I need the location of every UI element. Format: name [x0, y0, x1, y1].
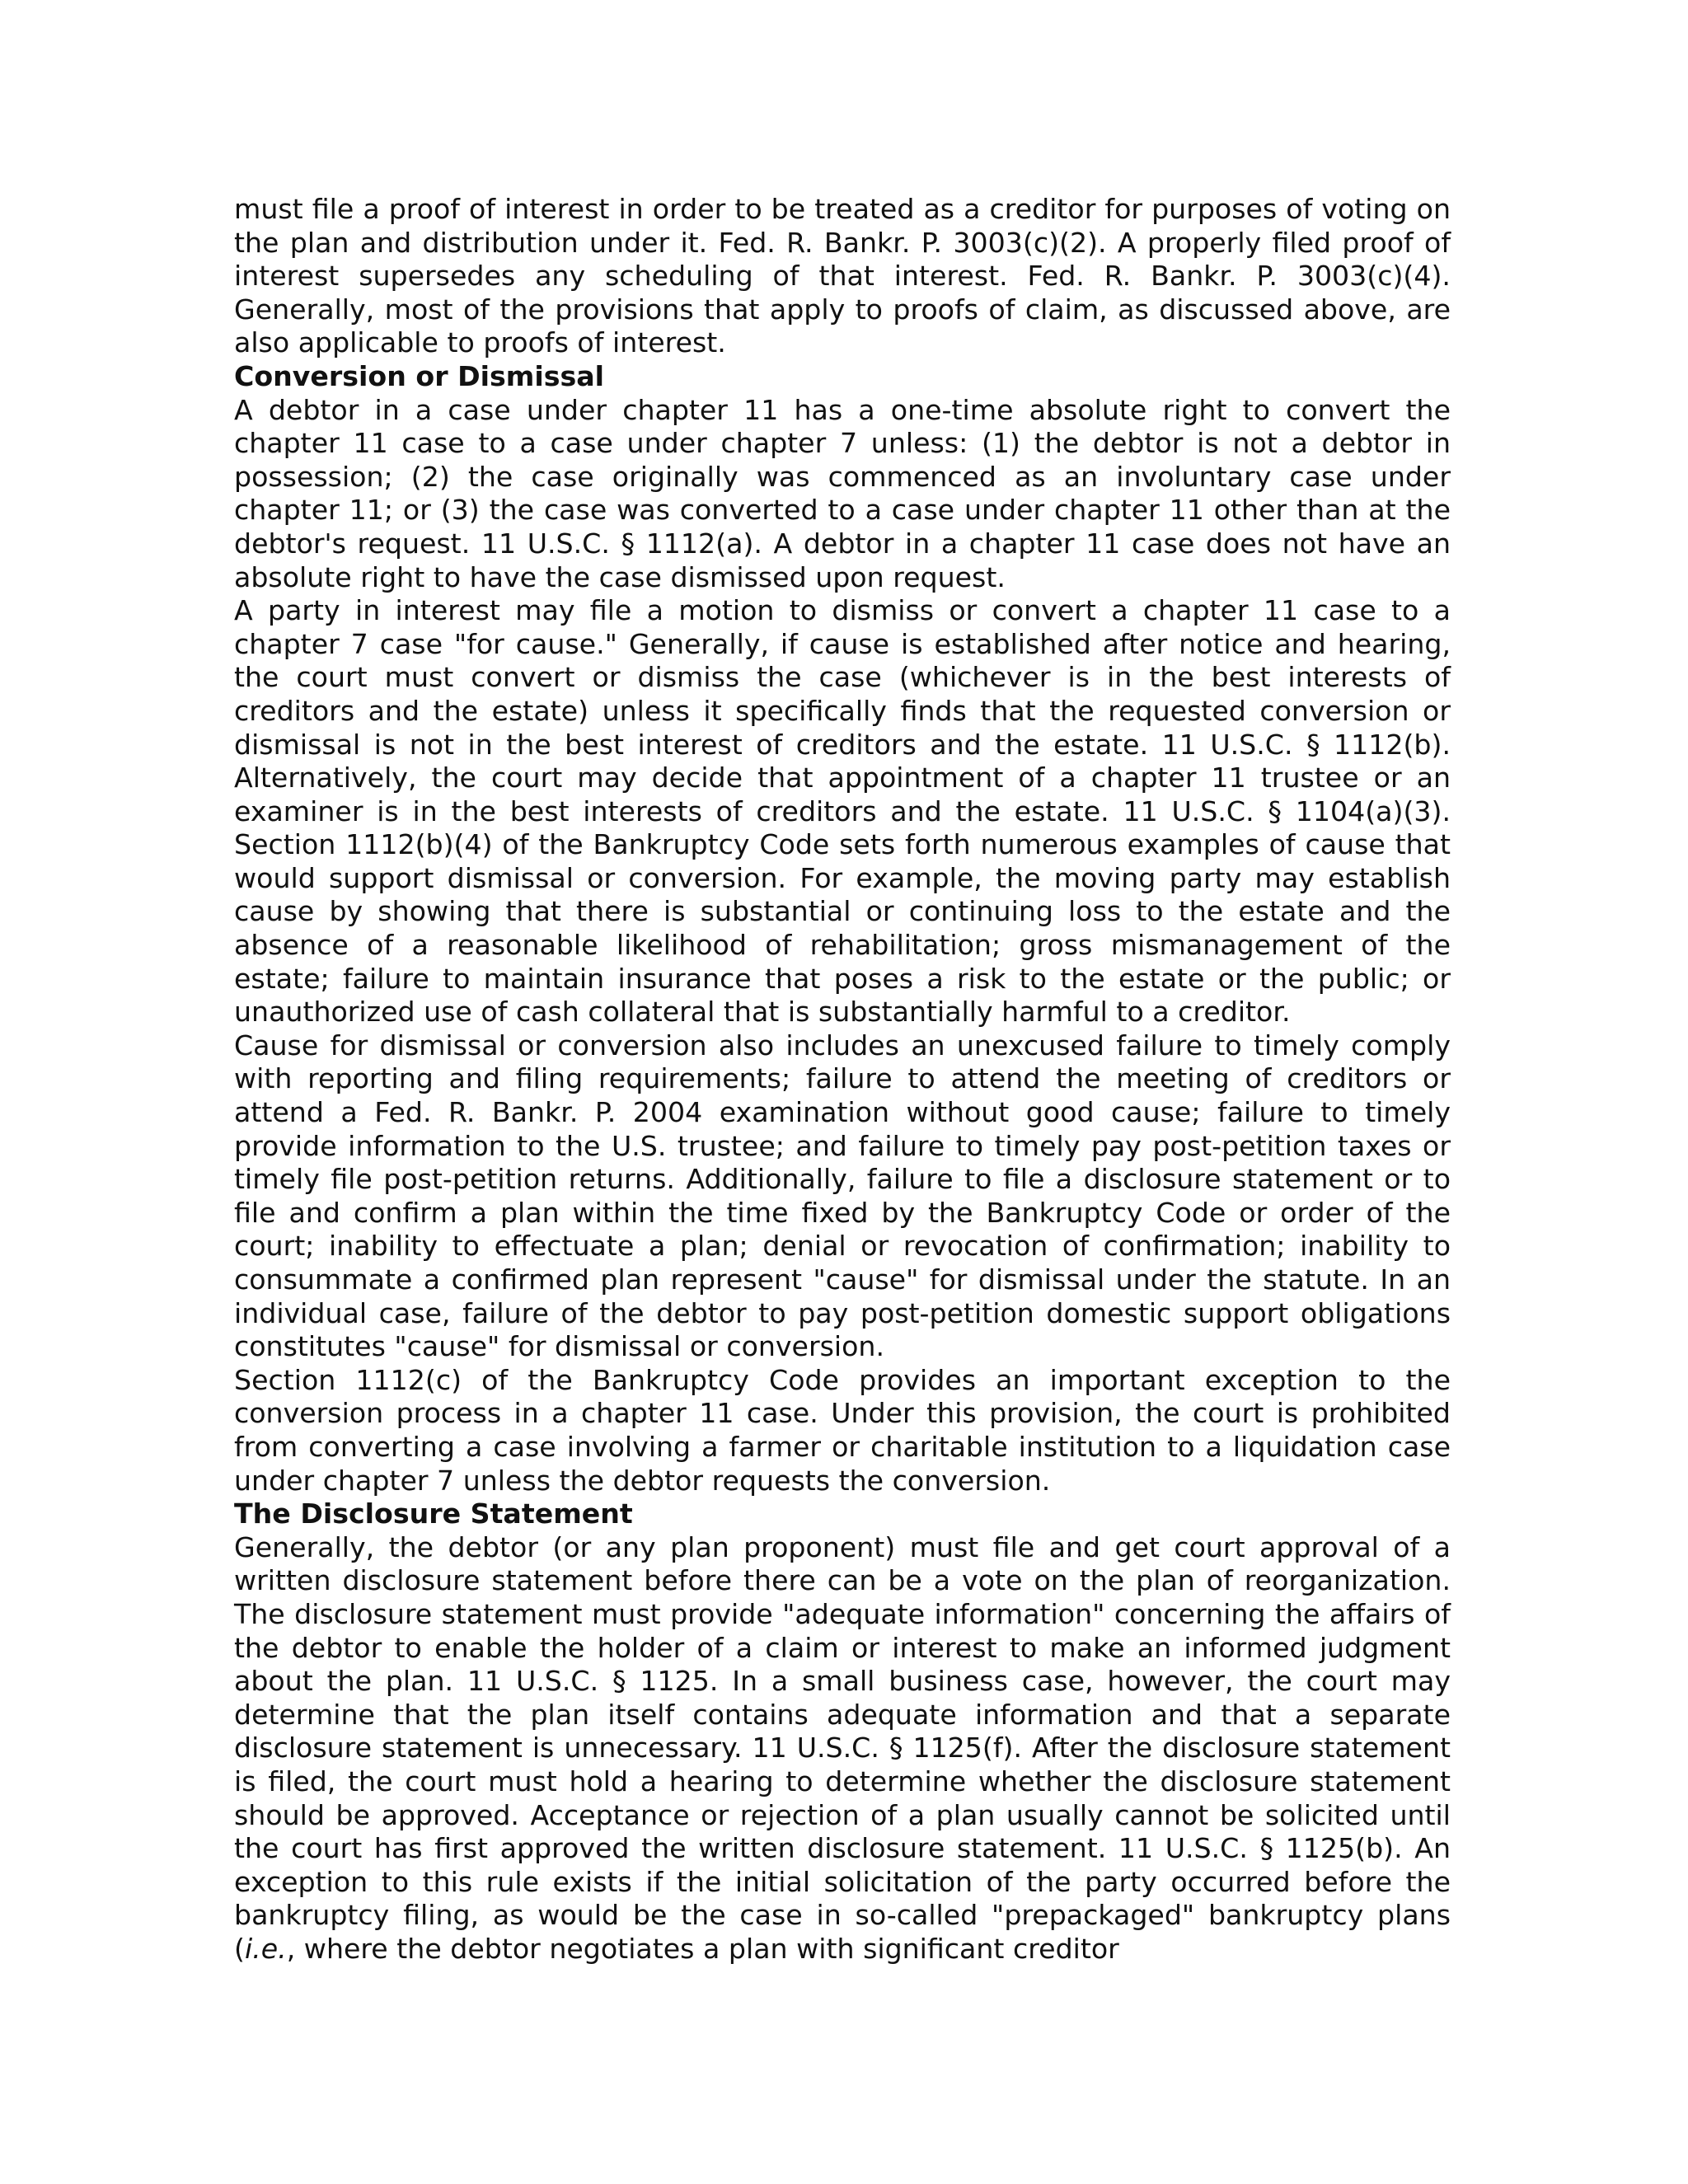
paragraph-motion-for-cause: A party in interest may file a motion to dismiss or convert a chapter 11 case to a chapter 7 case "for cause." Generally, if cause is established after notice and hearing, the court must convert or dismiss the case (whichever is in the best interests of creditors and the estate) unless it specifically finds that the requested conversion or dismissal is not in the best interest of creditors and the estate. 11 U.S.C. § 1112(b). Alternatively, the court may decide that appointment of a chapter 11 trustee or an examiner is in the best interests of creditors and the estate. 11 U.S.C. § 1104(a)(3). Section 1112(b)(4) of the Bankruptcy Code sets forth numerous examples of cause that would support dismissal or conversion. For example, the moving party may establish cause by showing that there is substantial or continuing loss to the estate and the absence of a reasonable likelihood of rehabilitation; gross mismanagement of the estate; failure to maintain insurance that poses a risk to the estate or the public; or unauthorized use of cash collateral that is substantially harmful to a creditor.	[234, 594, 1451, 1029]
paragraph-absolute-right-to-convert: A debtor in a case under chapter 11 has a one-time absolute right to convert the chapter 11 case to a case under chapter 7 unless: (1) the debtor is not a debtor in possession; (2) the case originally was commenced as an involuntary case under chapter 11; or (3) the case was converted to a case under chapter 11 other than at the debtor's request. 11 U.S.C. § 1112(a). A debtor in a chapter 11 case does not have an absolute right to have the case dismissed upon request.	[234, 393, 1451, 593]
document-page	[234, 193, 1451, 1966]
heading-conversion-or-dismissal: Conversion or Dismissal	[234, 359, 605, 392]
paragraph-text-part: Generally, the debtor (or any plan proponent) must file and get court approval of a written disclosure statement before there can be a vote on the plan of reorganization. The disclosure statement must provide "adequate information" concerning the affairs of the debtor to enable the holder of a claim or interest to make an informed judgment about the plan. 11 U.S.C. § 1125. In a small business case, however, the court may determine that the plan itself contains adequate information and that a separate disclosure statement is unnecessary. 11 U.S.C. § 1125(f). After the disclosure statement is filed, the court must hold a hearing to determine whether the disclosure statement should be approved. Acceptance or rejection of a plan usually cannot be solicited until the court has first approved the written disclosure statement. 11 U.S.C. § 1125(b). An exception to this rule exists if the initial solicitation of the party occurred before the bankruptcy filing, as would be the case in so-called "prepackaged" bankruptcy plans (	[234, 1530, 1451, 1965]
paragraph-section-1112c-exception: Section 1112(c) of the Bankruptcy Code provides an important exception to the conversion process in a chapter 11 case. Under this provision, the court is prohibited from converting a case involving a farmer or charitable institution to a liquidation case under chapter 7 unless the debtor requests the conversion.	[234, 1363, 1451, 1497]
paragraph-disclosure-statement	[234, 1531, 1451, 1966]
paragraph-cause-examples: Cause for dismissal or conversion also includes an unexcused failure to timely comply with reporting and filing requirements; failure to attend the meeting of creditors or attend a Fed. R. Bankr. P. 2004 examination without good cause; failure to timely provide information to the U.S. trustee; and failure to timely pay post-petition taxes or timely file post-petition returns. Additionally, failure to file a disclosure statement or to file and confirm a plan within the time fixed by the Bankruptcy Code or order of the court; inability to effectuate a plan; denial or revocation of confirmation; inability to consummate a confirmed plan represent "cause" for dismissal under the statute. In an individual case, failure of the debtor to pay post-petition domestic support obligations constitutes "cause" for dismissal or conversion.	[234, 1029, 1451, 1363]
paragraph-italic-text: i.e.	[244, 1932, 287, 1965]
paragraph-text-part: , where the debtor negotiates a plan with significant creditor	[286, 1932, 1119, 1965]
heading-disclosure-statement: The Disclosure Statement	[234, 1497, 633, 1530]
paragraph-proof-of-interest: must file a proof of interest in order to be treated as a creditor for purposes of voting on the plan and distribution under it. Fed. R. Bankr. P. 3003(c)(2). A properly filed proof of interest supersedes any scheduling of that interest. Fed. R. Bankr. P. 3003(c)(4). Generally, most of the provisions that apply to proofs of claim, as discussed above, are also applicable to proofs of interest.	[234, 193, 1451, 359]
